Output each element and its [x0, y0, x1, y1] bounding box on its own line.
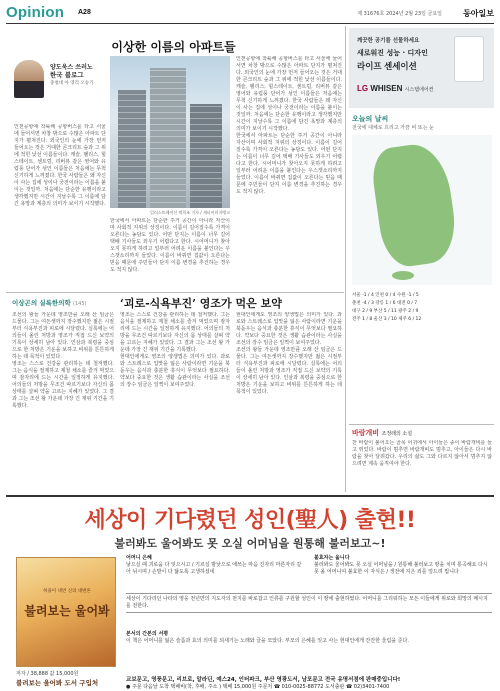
wind-column-title: 바람개비 조정래의 소설: [352, 429, 413, 437]
ad-footer-stores: 교보문고, 영풍문고, 리브로, 알라딘, 예스24, 인터파크, 부산 영광도서, 남포문고 전국 유명서점에 판매중입니다!: [126, 677, 401, 683]
column-body-3: 인천공항에 착륙해 공항버스를 타고 서울에 들어서면 차창 밖으로 수많은 아파트 단지가 펼쳐진다. 외국인의 눈에 가장 먼저 들어오는 것은 거대한 콘크리트 숲과 그 위에 적힌 낯선 이름들이다. 캐슬, 팰리스, 힐스테이트, 센트럴, 리버뷰 같은 영어와 유럽풍 단어가 섞인 이름들은 처음에는 무척 신기하게 느껴졌다. 한국 사람들은 왜 자신이 사는 집에 성이나 궁전이라는 이름을 붙이는 것일까. 처음에는 단순한 유행이라고 생각했지만 시간이 지날수록 그 이름에 담긴 욕망과 계층의 의미가 보이기 시작했다. 한국에서 아파트는 단순한 주거 공간이 아니라 자산이며 사회적 지위의 상징이다. 이름이 길어질수록 가격이 오른다는 농담도 있다. 어떤 단지는 이름이 너무 길어 택배 기사들도 외우기 어렵다고 한다. 시어머니가 찾아오지 못하게 하려고 일부러 어려운 이름을 붙인다는 우스갯소리까지 들었다. 이름이 바뀌면 집값이 오른다는 믿음 때문에 주민들이 단지 이름 변경을 추진하는 경우도 적지 않다.: [236, 56, 342, 195]
weather-row: 전주 1 / 8 울산 3 / 10 제주 6 / 12: [352, 317, 422, 322]
column2-title: ‘괴로-식욕부진’ 영조가 먹은 보약: [120, 297, 282, 310]
page-number: A28: [78, 9, 91, 16]
column-body-1: 인천공항에 착륙해 공항버스를 타고 서울에 들어서면 차창 밖으로 수많은 아파트 단지가 펼쳐진다. 외국인의 눈에 가장 먼저 들어오는 것은 거대한 콘크리트 숲과 그 위에 적힌 낯선 이름들이다. 캐슬, 팰리스, 힐스테이트, 센트럴, 리버뷰 같은 영어와 유럽풍 단어가 섞인 이름들은 처음에는 무척 신기하게 느껴졌다. 한국 사람들은 왜 자신이 사는 집에 성이나 궁전이라는 이름을 붙이는 것일까. 처음에는 단순한 유행이라고 생각했지만 시간이 지날수록 그 이름에 담긴 욕망과 계층의 의미가 보이기 시작했다.: [14, 124, 106, 207]
ad-line3: 라이프 센세이션: [357, 61, 417, 71]
columnist-photo: [14, 60, 44, 98]
weather-row: 서울 -1 / 4 인천 0 / 4 수원 -1 / 5: [352, 293, 419, 298]
newspaper-name: 동아일보: [463, 8, 494, 18]
wind-divider: [349, 424, 494, 425]
ad-brand: LG WHISEN 시스템에어컨: [357, 84, 434, 93]
columnist-name: 양도욱스 쓰러노: [50, 64, 93, 71]
aircon-unit-image: [454, 36, 484, 82]
column2-body-3: 현대인에게도 영조의 양생법은 의미가 있다. 과로와 스트레스로 입맛을 잃은 사람이라면 기운을 북돋우는 음식과 충분한 휴식이 무엇보다 필요하다. 약보다 중요한 것은 생활 습관이라는 사실을 조선의 장수 임금은 일찍이 보여주었다. 조선의 왕들 가운데 영조만큼 오래 산 임금은 드물다. 그는 여든셋까지 장수했지만 젊은 시절부터 식욕부진과 피로에 시달렸다. 실록에는 어의들이 올린 처방과 영조가 직접 드신 보약의 기록이 상세히 남아 있다. 인삼과 복령을 중심으로 한 처방은 기운을 보하고 비위를 튼튼하게 하는 데 목적이 있었다.: [236, 312, 342, 395]
ad-block-intro: 세상이 기다리던 나타의 영웅 천년만의 지도자의 천지를 바로잡고 인류를 구원할 성인이 이 땅에 출현하였다. 어머니를 그리워하는 모든 이들에게 위로와 희망의 메시지를 전한다.: [126, 593, 492, 613]
ad-block-review: 본서의 간본의 서평 이 책은 어머니를 잃은 슬픔과 효의 의미를 되새기는 노래와 글을 모았다. 부모의 은혜를 잊고 사는 현대인에게 잔잔한 울림을 준다.: [126, 631, 409, 644]
columnist-title: 한국 블로그: [50, 71, 84, 79]
jeju-shape: [392, 271, 414, 280]
weather-map: [352, 135, 492, 285]
column-title: 이상한 이름의 아파트들: [111, 40, 236, 54]
columnist-box: [14, 60, 104, 118]
photo-caption: 일러스트레이션 박희조 기자 / 게티이미지뱅크: [150, 210, 230, 215]
weather-row: 대구 2 / 9 부산 5 / 11 광주 2 / 9: [352, 309, 419, 314]
column2-tag: 이상곤의 실록한의학 (145): [12, 299, 87, 307]
page-header: [6, 4, 494, 24]
korea-map-shape: [369, 140, 460, 269]
book-ad: [6, 495, 494, 690]
issue-meta: 제 31676호 2024년 2월 23일 금요일: [357, 11, 442, 17]
ad-headline: 세상이 기다렸던 성인(聖人) 출현!!: [84, 508, 416, 533]
weather-subtitle: 전국에 대체로 흐리고 가끔 비 또는 눈: [352, 125, 434, 131]
columnist-affiliation: 충청대 아 영리 오승기: [50, 81, 94, 86]
weather-title: 오늘의 날씨: [352, 115, 389, 123]
column2-body-1: 조선의 왕들 가운데 영조만큼 오래 산 임금은 드물다. 그는 여든셋까지 장수했지만 젊은 시절부터 식욕부진과 피로에 시달렸다. 실록에는 어의들이 올린 처방과 영조가 직접 드신 보약의 기록이 상세히 남아 있다. 인삼과 복령을 중심으로 한 처방은 기운을 보하고 비위를 튼튼하게 하는 데 목적이 있었다. 영조는 스스로 건강을 관리하는 데 철저했다. 그는 음식을 절제하고 제철 채소를 즐겨 먹었으며 잠자리에 드는 시간을 일정하게 유지했다. 어의들의 처방을 무조건 따르기보다 자신의 몸 상태를 살펴 약을 고르는 지혜가 있었다. 그 결과 그는 조선 왕 가운데 가장 긴 재위 기간을 기록했다.: [12, 312, 114, 409]
ad-block-song: 불효자는 웁니다 불러봐도 울어봐도 못 오실 어머님을 / 원통해 불러보고 땅을 치며 통곡해요 다시 못 올 어머니여 불효한 이 자식은 / 생전에 지은 죄를 엎드려 빕니다: [314, 555, 488, 575]
publisher-logo: 불려보는 울어봐 도서 구입처: [16, 679, 99, 687]
ad-line1: 깨끗한 공기를 선물하세요: [357, 38, 420, 44]
lg-ad: [349, 28, 494, 108]
wind-body: 찬 바람이 불어오는 골목 어귀에서 아이들은 종이 바람개비를 들고 뛰었다. 바람이 멈추면 바람개비도 멈추고, 아이들은 다시 바람을 찾아 달려갔다. 우리의 삶도 그와 다르지 않아서 멈추지 않으려면 계속 움직여야 한다.: [352, 440, 492, 467]
section-brand: Opinion: [6, 4, 65, 21]
column2-body-2: 영조는 스스로 건강을 관리하는 데 철저했다. 그는 음식을 절제하고 제철 채소를 즐겨 먹었으며 잠자리에 드는 시간을 일정하게 유지했다. 어의들의 처방을 무조건 따르기보다 자신의 몸 상태를 살펴 약을 고르는 지혜가 있었다. 그 결과 그는 조선 왕 가운데 가장 긴 재위 기간을 기록했다. 현대인에게도 영조의 양생법은 의미가 있다. 과로와 스트레스로 입맛을 잃은 사람이라면 기운을 북돋우는 음식과 충분한 휴식이 무엇보다 필요하다. 약보다 중요한 것은 생활 습관이라는 사실을 조선의 장수 임금은 일찍이 보여주었다.: [120, 312, 230, 388]
apartment-photo: [110, 56, 230, 208]
ad-footer-order: ● 주문 다음날 도착 택배비(착, 후배, 주소 ) 택배 15,000원 주문처 ☎ 010-0025-88772 도서출판 ☎ 02)3401-7400: [126, 684, 390, 690]
section-divider: [6, 292, 344, 293]
column-divider: [345, 26, 346, 492]
book-price: 저자 / 38,888 값 15,000원: [16, 671, 79, 677]
ad-subline: 불러봐도 울어봐도 못 오실 어머님을 원통해 불러보고~!: [114, 537, 386, 550]
column-body-2: 한국에서 아파트는 단순한 주거 공간이 아니라 자산이며 사회적 지위의 상징이다. 이름이 길어질수록 가격이 오른다는 농담도 있다. 어떤 단지는 이름이 너무 길어 택배 기사들도 외우기 어렵다고 한다. 시어머니가 찾아오지 못하게 하려고 일부러 어려운 이름을 붙인다는 우스갯소리까지 들었다. 이름이 바뀌면 집값이 오른다는 믿음 때문에 주민들이 단지 이름 변경을 추진하는 경우도 적지 않다.: [110, 218, 230, 273]
ad-line2: 새로워진 성능 · 디자인: [357, 49, 428, 57]
book-cover: 허용이 네번 신의 대변론 불려보는 울어봐: [16, 557, 116, 667]
ad-block-mother: 어머니 은혜 낳으실 때 괴로움 다 잊으시고 / 기르실 밤낮으로 애쓰는 마음 진자리 마른자리 갈아 뉘시며 / 손발이 다 닳도록 고생하셨네: [126, 555, 302, 575]
weather-row: 춘천 -4 / 3 강릉 1 / 6 대전 0 / 7: [352, 301, 418, 306]
